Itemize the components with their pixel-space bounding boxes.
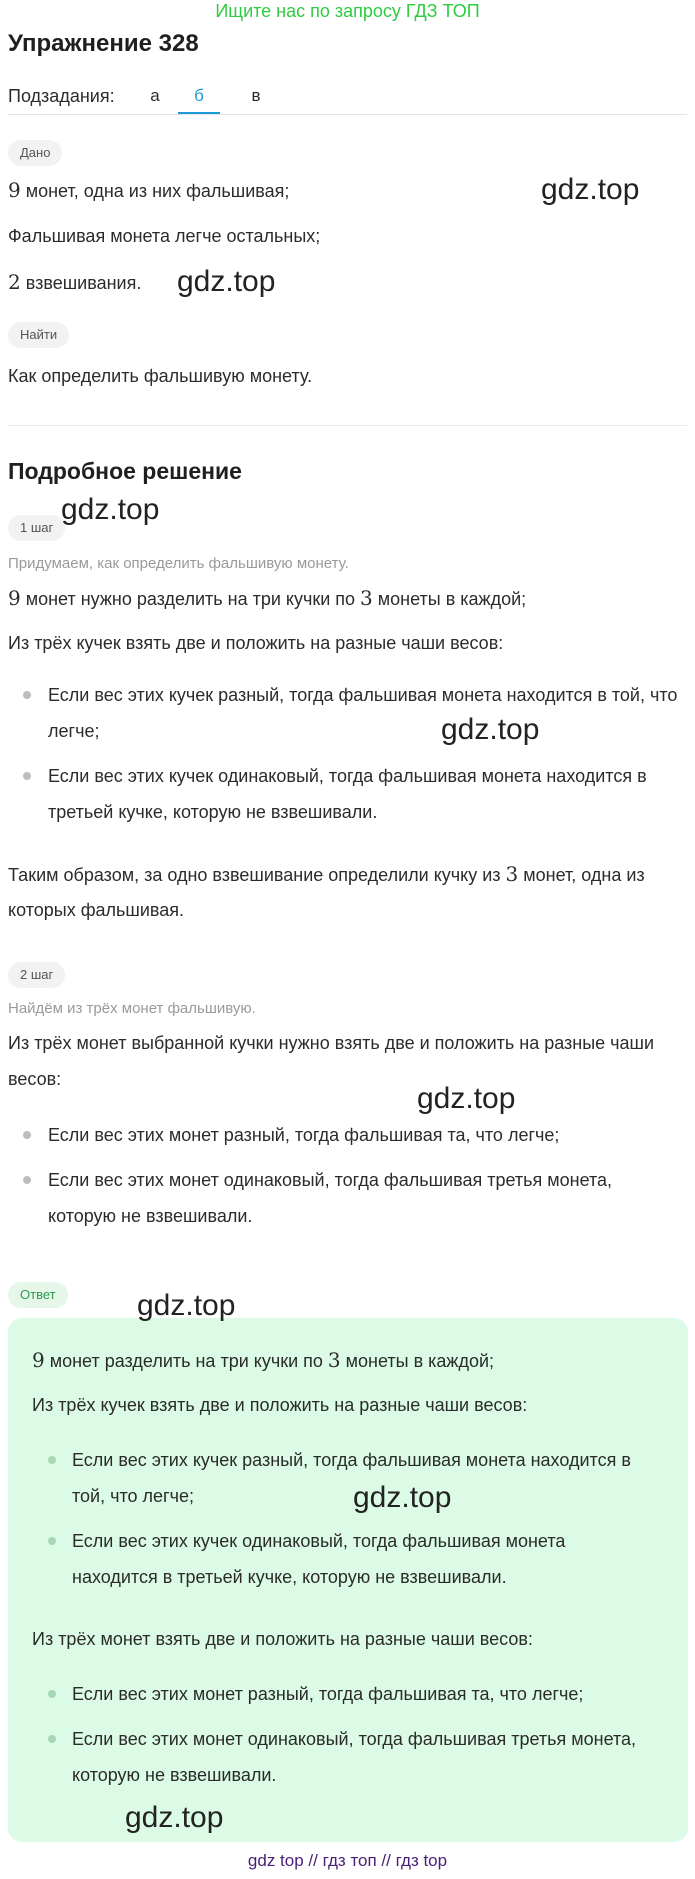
step-2-pill: 2 шаг [8, 962, 65, 988]
given-line-3 [8, 270, 141, 295]
solution-heading: Подробное решение [8, 458, 242, 484]
step-1-para-1 [8, 586, 526, 611]
step-1-para-2: Из трёх кучек взять две и положить на разные чаши весов: [8, 633, 504, 653]
answer-bullet-2-l1: Если вес этих кучек одинаковый, тогда фальшивая монета [72, 1531, 566, 1551]
bullet-dot [23, 1176, 31, 1184]
watermark-logo: gdz.top [417, 1082, 516, 1115]
step-2-bullet-2-l1: Если вес этих монет одинаковый, тогда фальшивая третья монета, [48, 1170, 613, 1190]
step-1-conclusion-a: Таким образом, за одно взвешивание определили кучку из [8, 865, 506, 885]
answer-bullet-1-l1: Если вес этих кучек разный, тогда фальшивая монета находится в [72, 1450, 631, 1470]
bullet-dot [48, 1456, 56, 1464]
watermark-logo: gdz.top [441, 713, 540, 746]
answer-para-3: Из трёх монет взять две и положить на разные чаши весов: [32, 1629, 533, 1649]
answer-num-3: 3 [327, 1348, 341, 1372]
step-1-bullet-1-l2: легче; [48, 721, 100, 741]
step-1-pill: 1 шаг [8, 515, 65, 541]
answer-pill: Ответ [8, 1282, 68, 1308]
step-1-num-3: 3 [360, 586, 373, 610]
tab-subtask-a[interactable]: а [150, 86, 160, 105]
step-1-bullet-2-l2: третьей кучке, которую не взвешивали. [48, 802, 378, 822]
tab-subtask-b[interactable]: б [178, 82, 220, 114]
given-weighings-count: 2 [8, 270, 21, 294]
watermark-logo: gdz.top [125, 1801, 224, 1834]
answer-bullet-3: Если вес этих монет разный, тогда фальшивая та, что легче; [72, 1684, 584, 1704]
answer-bullet-4-l2: которую не взвешивали. [72, 1765, 277, 1785]
given-pill: Дано [8, 140, 62, 166]
answer-para-1-a: монет разделить на три кучки по [44, 1351, 328, 1371]
watermark-logo: gdz.top [177, 265, 276, 298]
bullet-dot [23, 772, 31, 780]
answer-box [8, 1318, 688, 1842]
answer-para-1-b: монеты в каждой; [340, 1351, 495, 1371]
watermark-logo: gdz.top [61, 493, 160, 526]
given-line-1-text: монет, одна из них фальшивая; [20, 181, 290, 201]
step-1-conclusion-l1 [8, 862, 645, 887]
answer-para-2: Из трёх кучек взять две и положить на разные чаши весов: [32, 1395, 528, 1415]
search-banner: Ищите нас по запросу ГДЗ ТОП [215, 1, 480, 21]
tab-subtask-v[interactable]: в [251, 86, 261, 105]
subtasks-label: Подзадания: [8, 86, 115, 106]
section-divider [8, 425, 687, 426]
step-2-para-1-l1: Из трёх монет выбранной кучки нужно взять две и положить на разные чаши [8, 1033, 655, 1053]
bullet-dot [48, 1735, 56, 1743]
step-1-conclusion-b: монет, одна из [518, 865, 645, 885]
find-text: Как определить фальшивую монету. [8, 366, 313, 386]
find-pill: Найти [8, 322, 69, 348]
given-coins-count: 9 [8, 178, 21, 202]
step-1-bullet-2-l1: Если вес этих кучек одинаковый, тогда фальшивая монета находится в [48, 766, 647, 786]
step-1-conclusion-l2: которых фальшивая. [8, 900, 185, 920]
given-line-1 [8, 178, 289, 203]
bullet-dot [23, 691, 31, 699]
given-line-2: Фальшивая монета легче остальных; [8, 226, 321, 246]
step-1-para-1-b: монеты в каждой; [372, 589, 527, 609]
step-1-num-9: 9 [8, 586, 21, 610]
footer-links[interactable]: gdz top // гдз топ // гдз top [247, 1851, 448, 1870]
page-title: Упражнение 328 [8, 30, 199, 57]
step-1-para-1-a: монет нужно разделить на три кучки по [20, 589, 361, 609]
answer-num-9: 9 [32, 1348, 45, 1372]
watermark-logo: gdz.top [353, 1481, 452, 1514]
step-1-bullet-1-l1: Если вес этих кучек разный, тогда фальшивая монета находится в той, что [48, 685, 678, 705]
watermark-logo: gdz.top [137, 1289, 236, 1322]
bullet-dot [48, 1537, 56, 1545]
answer-bullet-2-l2: находится в третьей кучке, которую не взвешивали. [72, 1567, 507, 1587]
given-line-3-text: взвешивания. [20, 273, 142, 293]
step-2-bullet-1: Если вес этих монет разный, тогда фальшивая та, что легче; [48, 1125, 560, 1145]
bullet-dot [48, 1690, 56, 1698]
bullet-dot [23, 1131, 31, 1139]
step-2-bullet-2-l2: которую не взвешивали. [48, 1206, 253, 1226]
answer-para-1 [32, 1348, 494, 1373]
step-1-conclusion-num: 3 [505, 862, 519, 886]
answer-bullet-1-l2: той, что легче; [72, 1486, 195, 1506]
watermark-logo: gdz.top [541, 173, 640, 206]
step-2-hint: Найдём из трёх монет фальшивую. [8, 1000, 256, 1017]
answer-bullet-4-l1: Если вес этих монет одинаковый, тогда фальшивая третья монета, [72, 1729, 637, 1749]
subtasks-bar [8, 82, 687, 115]
step-1-hint: Придумаем, как определить фальшивую монету. [8, 555, 349, 572]
step-2-para-1-l2: весов: [8, 1069, 62, 1089]
